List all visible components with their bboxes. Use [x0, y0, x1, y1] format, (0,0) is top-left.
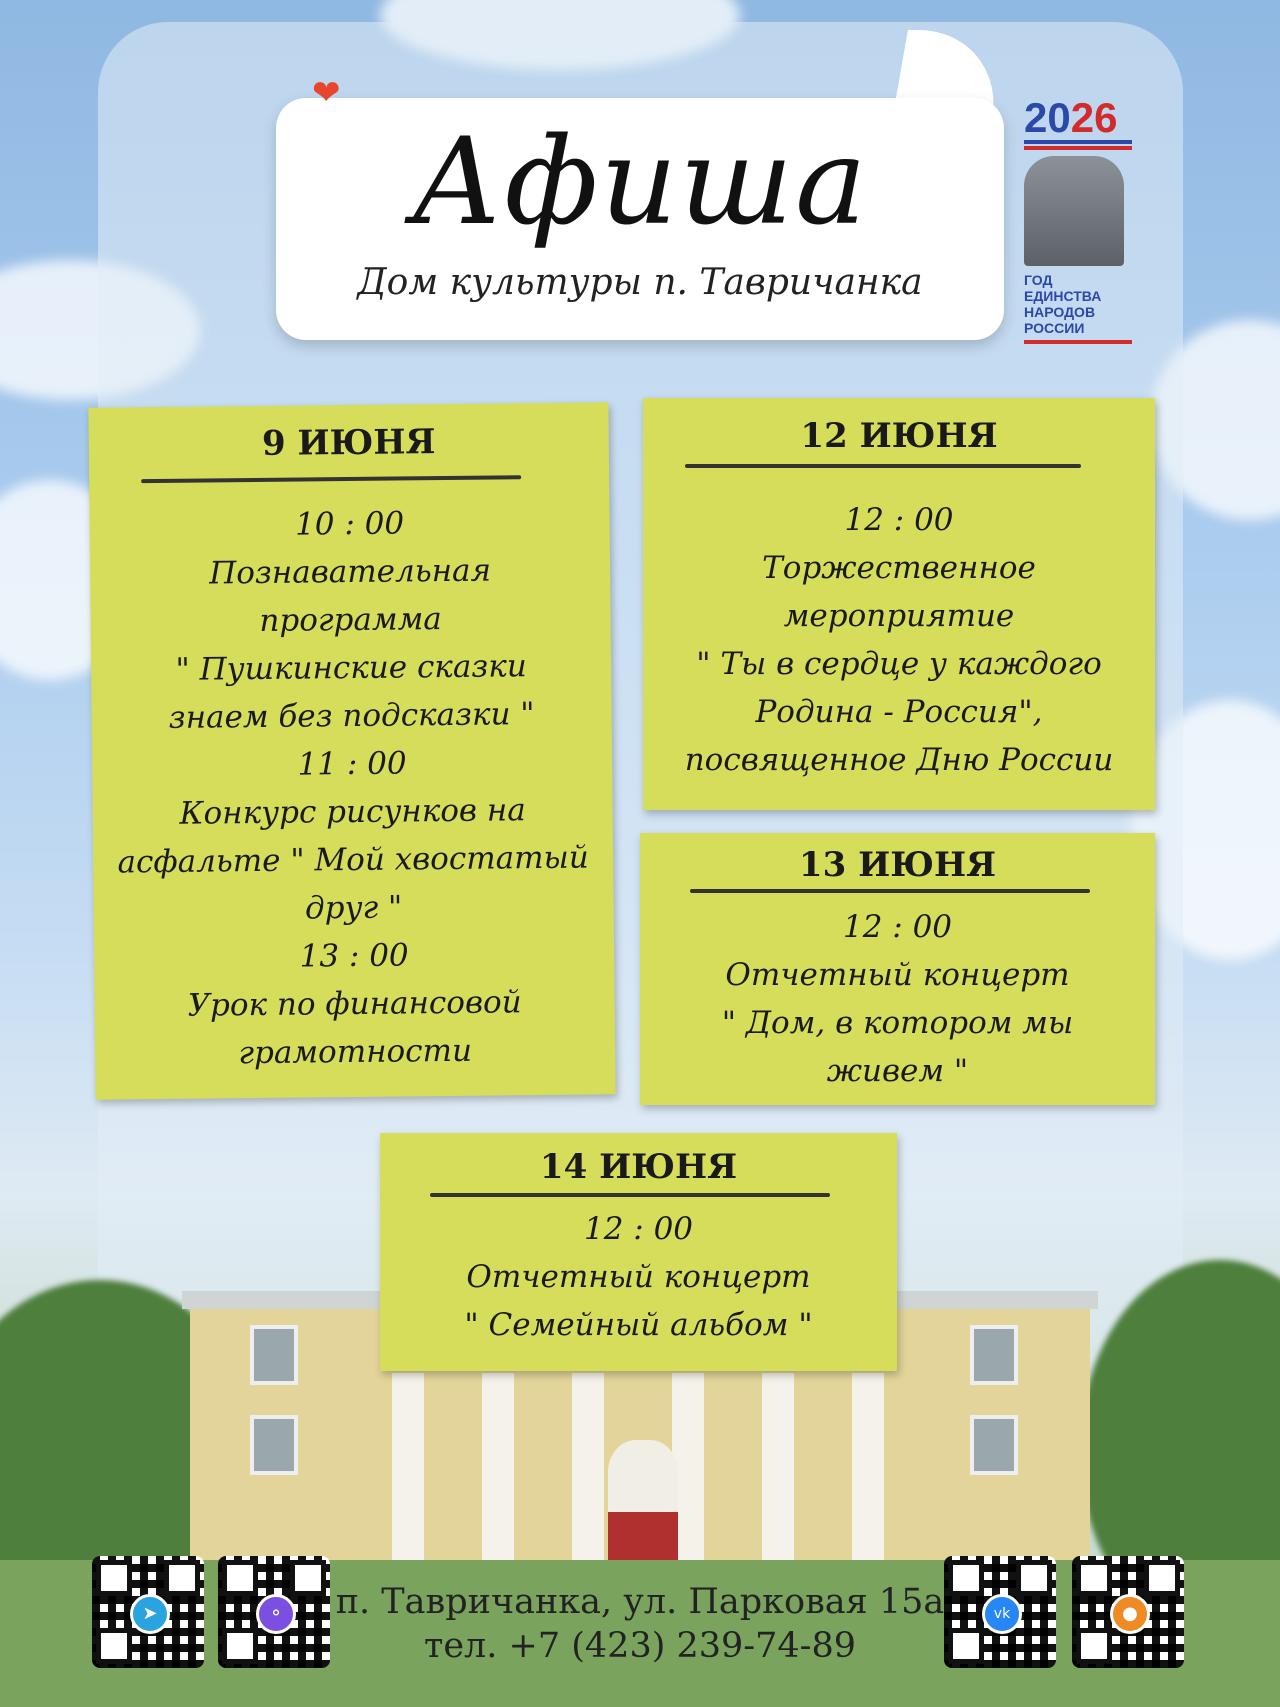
phone-text: тел. +7 (423) 239-74-89: [423, 1626, 857, 1666]
event-text: Отчетный концерт: [466, 1259, 811, 1295]
logo-line: ГОД: [1024, 272, 1053, 288]
footer-contacts: [330, 1580, 950, 1668]
event-text: " Семейный альбом ": [464, 1307, 813, 1343]
event-text: Отчетный концерт: [725, 957, 1070, 993]
event-text: " Ты в сердце у каждого: [696, 646, 1102, 682]
event-date: 12 ИЮНЯ: [800, 416, 998, 456]
event-note-june-12: [643, 398, 1155, 810]
event-text: Торжественное: [762, 550, 1036, 586]
max-qr-code[interactable]: [218, 1556, 330, 1668]
vk-icon: vk: [982, 1594, 1022, 1634]
event-text: Конкурс рисунков на: [179, 792, 526, 832]
event-time: 11 : 00: [297, 745, 407, 783]
monument-statue: [608, 1440, 678, 1520]
event-text: Урок по финансовой: [187, 984, 522, 1024]
event-text: знаем без подсказки ": [168, 696, 535, 736]
ok-icon: ●: [1110, 1594, 1150, 1634]
event-text: грамотности: [238, 1032, 473, 1072]
monument-icon: [1024, 156, 1124, 266]
event-date: 9 ИЮНЯ: [261, 422, 436, 464]
event-text: " Дом, в котором мы: [721, 1005, 1074, 1041]
event-note-june-14: [380, 1133, 897, 1371]
telegram-icon: ➤: [130, 1594, 170, 1634]
ok-qr-code[interactable]: [1072, 1556, 1184, 1668]
event-time: 12 : 00: [844, 502, 954, 538]
event-text: мероприятие: [783, 598, 1015, 634]
event-note-june-13: [640, 833, 1155, 1105]
page-subtitle: Дом культуры п. Тавричанка: [357, 262, 923, 303]
event-date: 14 ИЮНЯ: [539, 1147, 738, 1187]
event-text: программа: [259, 601, 442, 639]
logo-line: РОССИИ: [1024, 320, 1085, 336]
event-text: Родина - Россия",: [755, 694, 1043, 730]
page-title: Афиша: [411, 113, 869, 252]
event-text: " Пушкинские сказки: [175, 648, 527, 688]
event-text: живем ": [826, 1053, 969, 1089]
event-time: 10 : 00: [294, 505, 405, 543]
logo-line: НАРОДОВ: [1024, 304, 1096, 320]
year-of-unity-logo: [1024, 94, 1132, 338]
event-text: друг ": [304, 889, 403, 927]
event-text: Познавательная: [209, 552, 492, 592]
address-text: п. Тавричанка, ул. Парковая 15а: [335, 1582, 945, 1622]
event-text: асфальте " Мой хвостатый: [117, 839, 589, 881]
event-time: 13 : 00: [299, 937, 409, 975]
heart-icon: ❤: [312, 73, 341, 113]
telegram-qr-code[interactable]: [92, 1556, 204, 1668]
logo-year: 2026: [1024, 94, 1118, 141]
event-time: 12 : 00: [842, 909, 953, 945]
vk-qr-code[interactable]: [944, 1556, 1056, 1668]
event-text: посвященное Дню России: [684, 742, 1114, 778]
max-icon: ⚬: [256, 1594, 296, 1634]
event-time: 12 : 00: [583, 1211, 694, 1247]
event-note-june-9: [88, 402, 615, 1099]
event-date: 13 ИЮНЯ: [798, 845, 997, 885]
logo-line: ЕДИНСТВА: [1024, 288, 1102, 304]
